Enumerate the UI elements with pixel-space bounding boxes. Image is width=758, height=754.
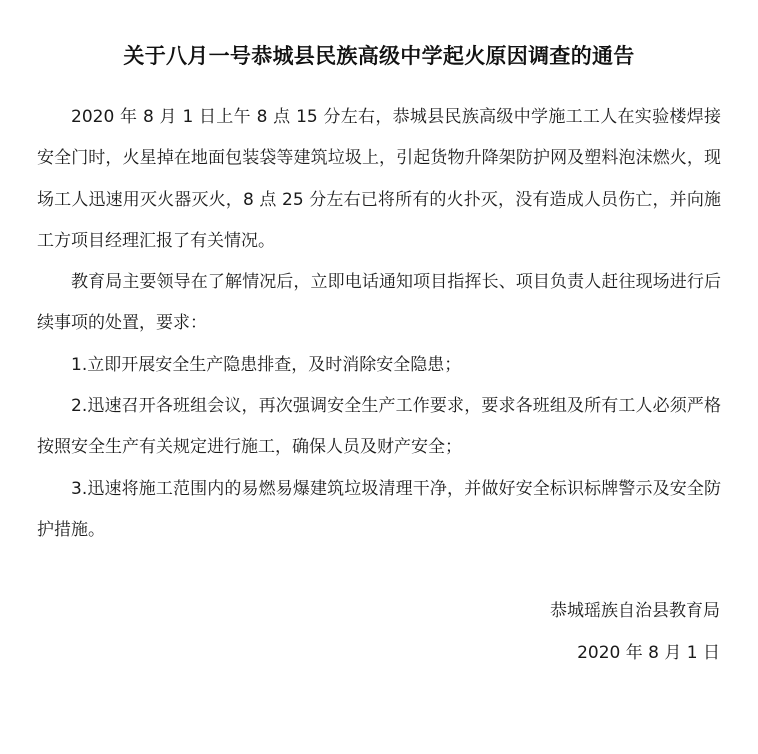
paragraph-response: 教育局主要领导在了解情况后，立即电话通知项目指挥长、项目负责人赶往现场进行后续事项的处置，要求：	[37, 272, 721, 334]
requirement-item-1: 1.立即开展安全生产隐患排查，及时消除安全隐患；	[71, 354, 462, 375]
notice-body	[37, 97, 721, 551]
requirement-item-2: 2.迅速召开各班组会议，再次强调安全生产工作要求，要求各班组及所有工人必须严格按照安全生产有关规定进行施工，确保人员及财产安全；	[37, 396, 721, 458]
signature-block	[550, 599, 720, 665]
issue-date: 2020 年 8 月 1 日	[577, 643, 720, 663]
paragraph-incident: 2020 年 8 月 1 日上午 8 点 15 分左右，恭城县民族高级中学施工工人在实验楼焊接安全门时，火星掉在地面包装袋等建筑垃圾上，引起货物升降架防护网及塑料泡沫燃火，现场工人迅速用灭火器灭火，8 点 25 分左右已将所有的火扑灭，没有造成人员伤亡，并向施工方项目经理汇报了有关情况。	[37, 107, 721, 251]
requirement-item-3: 3.迅速将施工范围内的易燃易爆建筑垃圾清理干净，并做好安全标识标牌警示及安全防护措施。	[37, 478, 721, 540]
issuer-name: 恭城瑶族自治县教育局	[550, 601, 720, 621]
notice-title: 关于八月一号恭城县民族高级中学起火原因调查的通告	[123, 44, 635, 68]
